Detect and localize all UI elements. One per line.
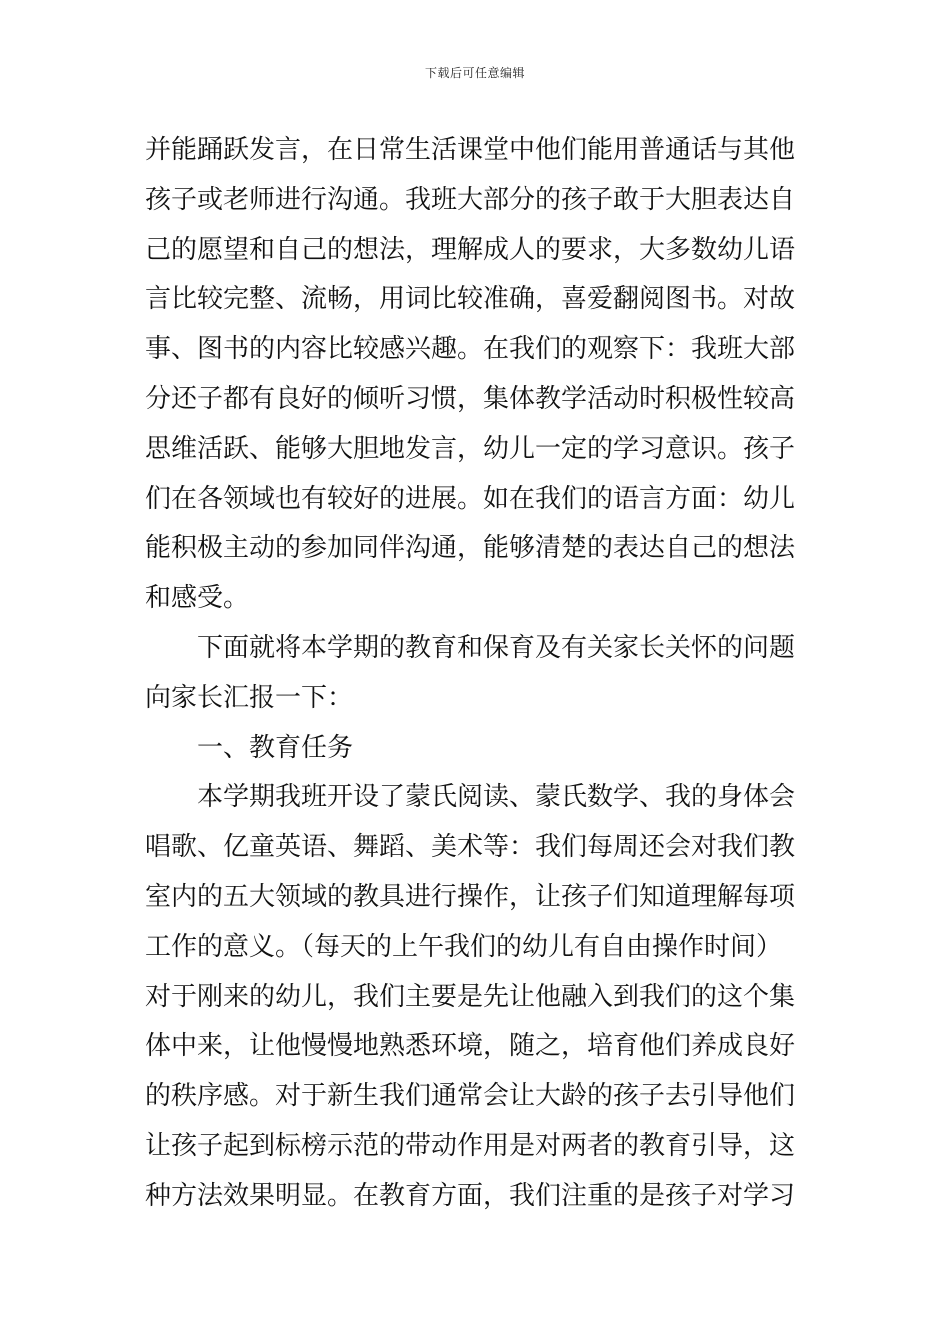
paragraph-start-line: 本学期我班开设了蒙氏阅读、蒙氏数学、我的身体会 — [197, 782, 796, 813]
text-line: 言比较完整、流畅，用词比较准确，喜爱翻阅图书。对故 — [145, 284, 796, 315]
text-line: 分还子都有良好的倾听习惯，集体教学活动时积极性较高 — [145, 383, 796, 414]
text-line: 工作的意义。（每天的上午我们的幼儿有自由操作时间） — [145, 931, 783, 962]
text-line: 孩子或老师进行沟通。我班大部分的孩子敢于大胆表达自 — [145, 184, 796, 215]
text-line: 事、图书的内容比较感兴趣。在我们的观察下：我班大部 — [145, 334, 796, 365]
text-line: 种方法效果明显。在教育方面，我们注重的是孩子对学习 — [145, 1180, 796, 1211]
text-line: 们在各领域也有较好的进展。如在我们的语言方面：幼儿 — [145, 483, 796, 514]
text-line: 能积极主动的参加同伴沟通，能够清楚的表达自己的想法 — [145, 533, 796, 564]
text-line: 室内的五大领域的教具进行操作，让孩子们知道理解每项 — [145, 881, 796, 912]
text-line: 和感受。 — [145, 583, 250, 614]
text-line: 对于刚来的幼儿，我们主要是先让他融入到我们的这个集 — [145, 981, 796, 1012]
paragraph-start-line: 下面就将本学期的教育和保育及有关家长关怀的问题 — [197, 632, 796, 663]
section-heading: 一、教育任务 — [197, 732, 354, 763]
text-line: 己的愿望和自己的想法，理解成人的要求，大多数幼儿语 — [145, 234, 796, 265]
text-line: 向家长汇报一下： — [145, 682, 354, 713]
text-line: 体中来，让他慢慢地熟悉环境，随之，培育他们养成良好 — [145, 1031, 796, 1062]
text-line: 思维活跃、能够大胆地发言，幼儿一定的学习意识。孩子 — [145, 433, 796, 464]
text-line: 唱歌、亿童英语、舞蹈、美术等：我们每周还会对我们教 — [145, 832, 796, 863]
text-line: 让孩子起到标榜示范的带动作用是对两者的教育引导，这 — [145, 1130, 796, 1161]
document-body — [145, 126, 810, 1222]
page-header: 下载后可任意编辑 — [424, 66, 525, 80]
text-line: 并能踊跃发言，在日常生活课堂中他们能用普通话与其他 — [145, 135, 796, 165]
text-line: 的秩序感。对于新生我们通常会让大龄的孩子去引导他们 — [145, 1081, 796, 1112]
